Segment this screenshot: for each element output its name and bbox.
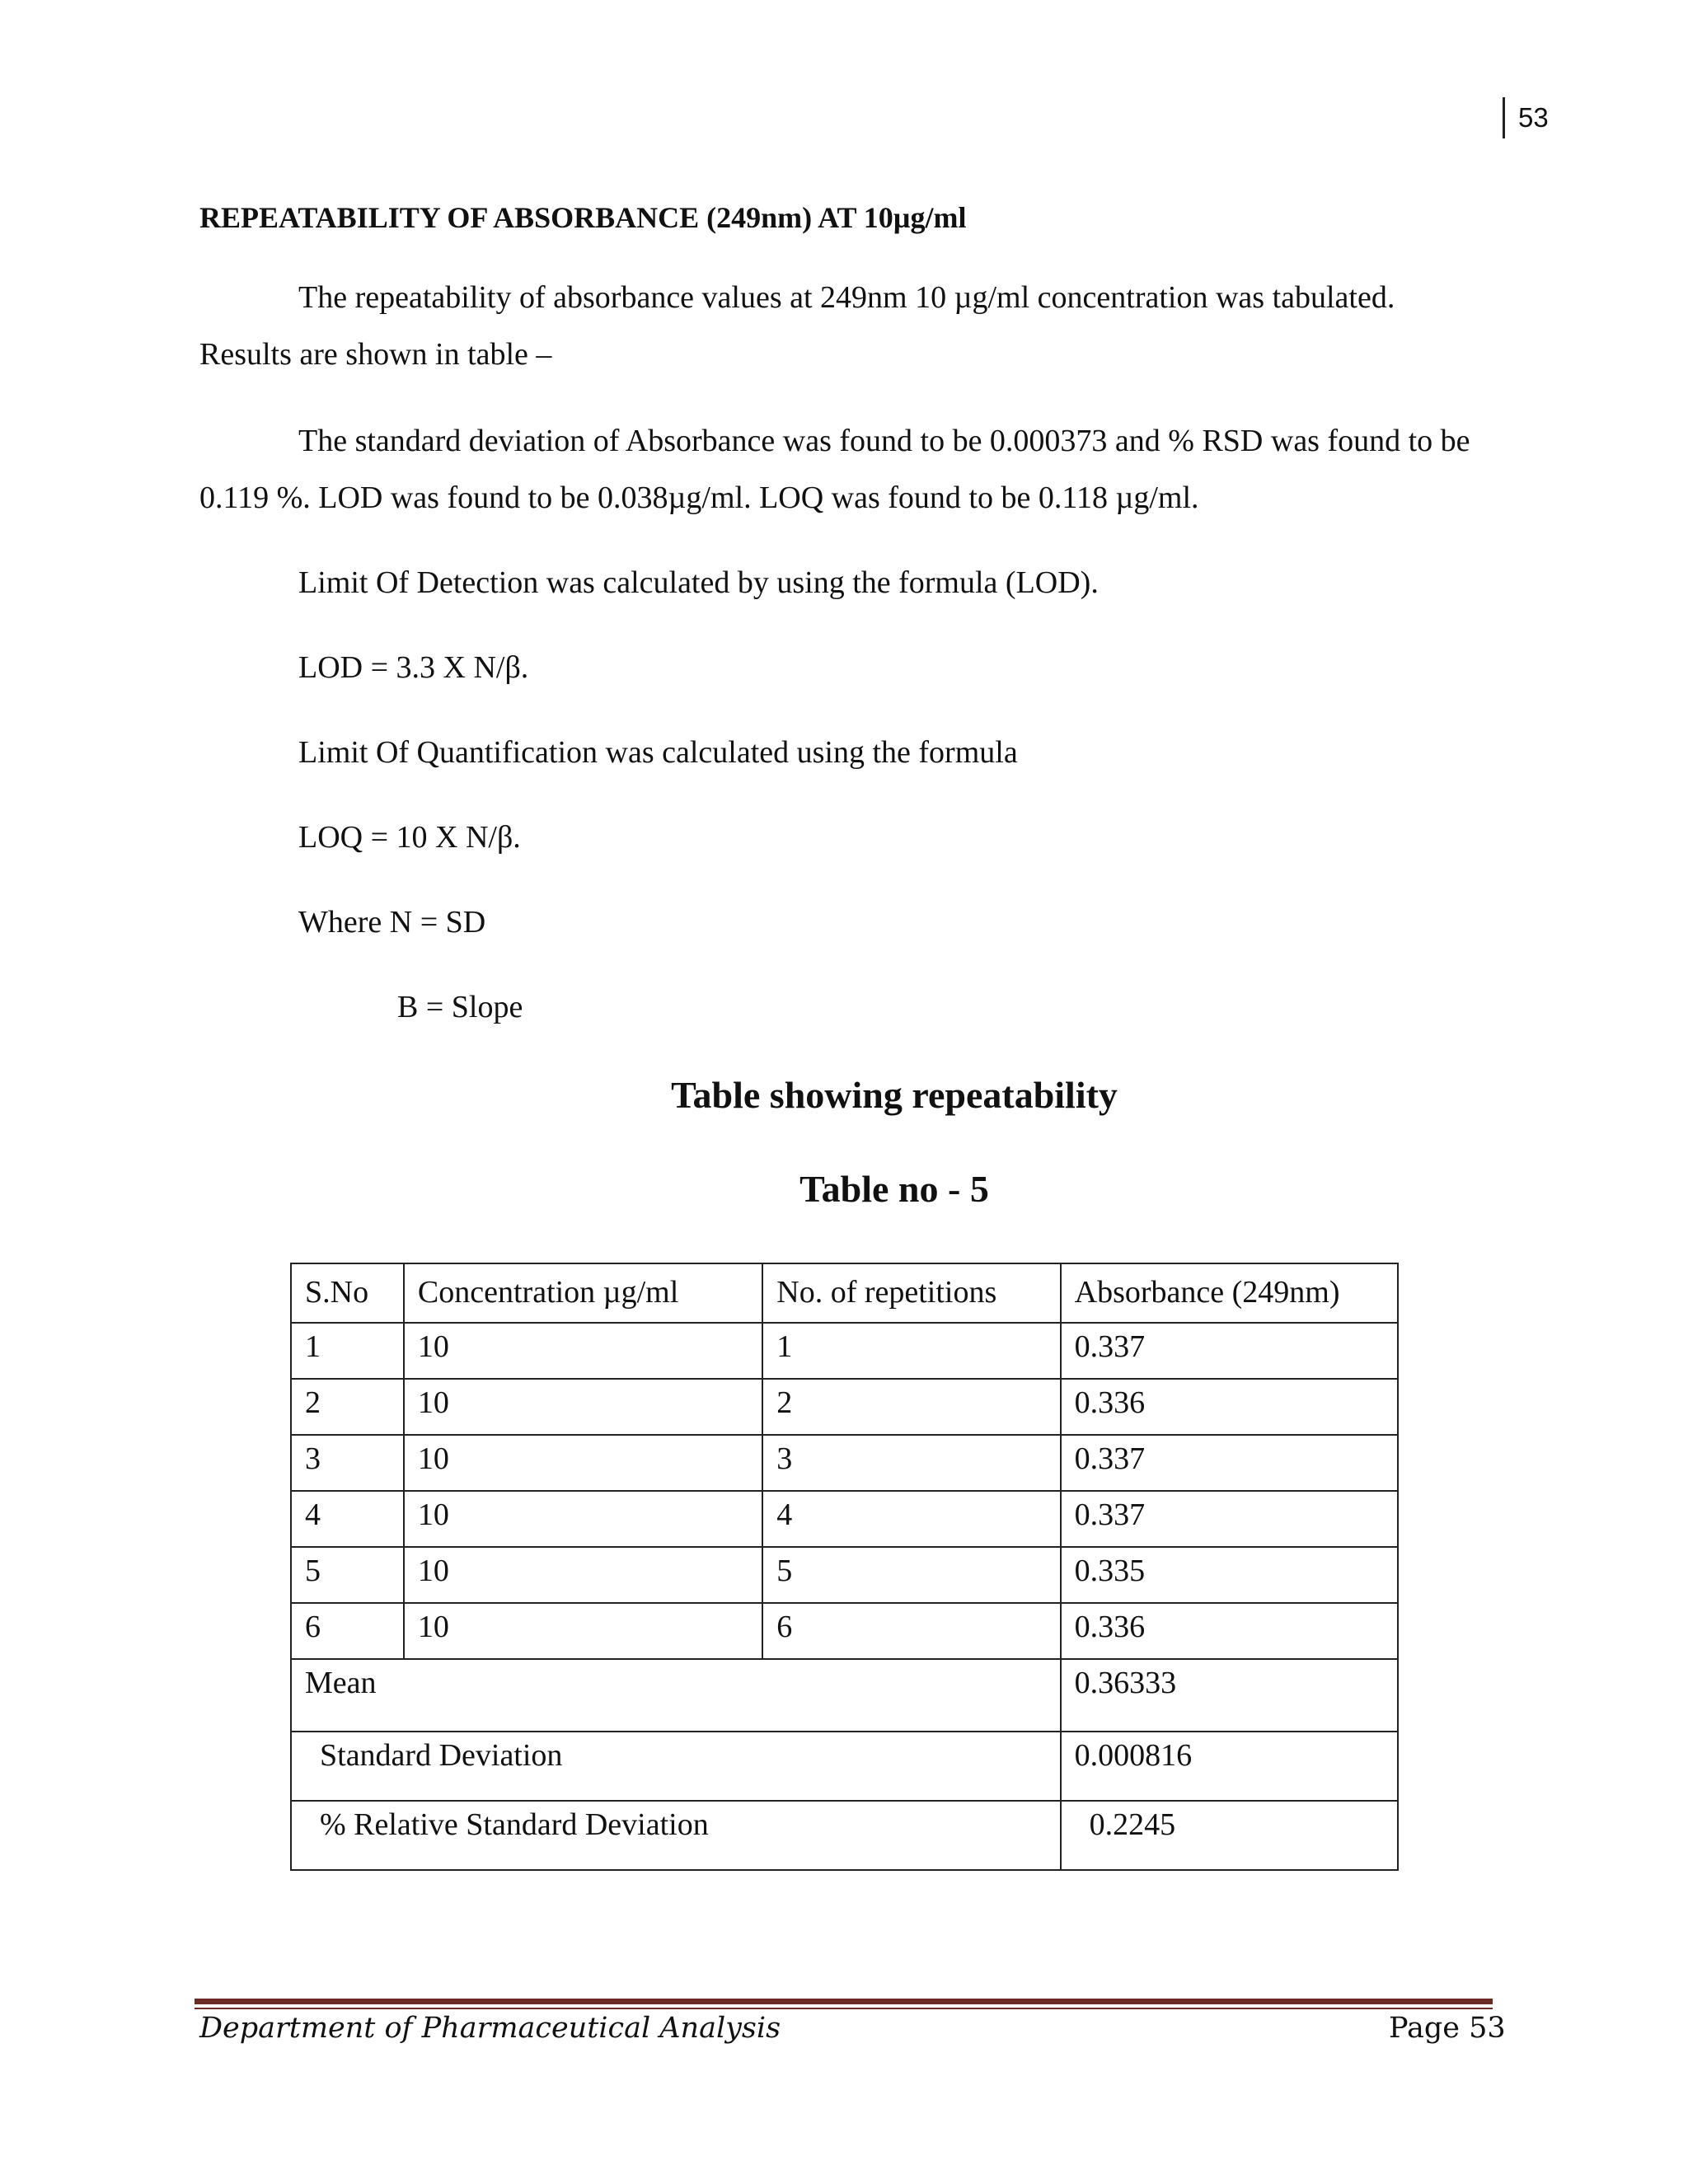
cell-sno: 5	[291, 1547, 404, 1603]
cell-repetition: 4	[762, 1491, 1060, 1547]
footer-rule-thick	[195, 1999, 1493, 2004]
cell-concentration: 10	[404, 1603, 762, 1659]
cell-absorbance: 0.336	[1061, 1603, 1398, 1659]
footer-rule-thin	[195, 2008, 1493, 2009]
mean-row	[291, 1659, 1398, 1732]
cell-repetition: 6	[762, 1603, 1060, 1659]
header-sno: S.No	[291, 1263, 404, 1323]
lod-intro: Limit Of Detection was calculated by using the formula (LOD).	[298, 565, 1099, 600]
cell-sno: 1	[291, 1323, 404, 1379]
cell-concentration: 10	[404, 1547, 762, 1603]
header-concentration: Concentration µg/ml	[404, 1263, 762, 1323]
header-absorbance: Absorbance (249nm)	[1061, 1263, 1398, 1323]
rsd-value: 0.2245	[1061, 1801, 1398, 1870]
cell-repetition: 1	[762, 1323, 1060, 1379]
rsd-row	[291, 1801, 1398, 1870]
cell-sno: 3	[291, 1435, 404, 1491]
cell-absorbance: 0.337	[1061, 1491, 1398, 1547]
footer-page-number: Page 53	[1389, 2012, 1506, 2045]
rsd-label: % Relative Standard Deviation	[291, 1801, 1061, 1870]
sd-row	[291, 1732, 1398, 1801]
table-row	[291, 1435, 1398, 1491]
table-caption: Table showing repeatability	[671, 1074, 1118, 1116]
cell-concentration: 10	[404, 1491, 762, 1547]
cell-repetition: 2	[762, 1379, 1060, 1435]
table-row	[291, 1323, 1398, 1379]
cell-sno: 4	[291, 1491, 404, 1547]
cell-repetition: 5	[762, 1547, 1060, 1603]
paragraph-intro-text: The repeatability of absorbance values at 249nm 10 µg/ml concentration was tabulated. Results are shown in table –	[199, 280, 1395, 372]
lod-formula: LOD = 3.3 X N/β.	[298, 650, 529, 685]
footer-department: Department of Pharmaceutical Analysis	[199, 2012, 781, 2045]
cell-absorbance: 0.337	[1061, 1435, 1398, 1491]
table-row	[291, 1491, 1398, 1547]
cell-concentration: 10	[404, 1435, 762, 1491]
table-row	[291, 1379, 1398, 1435]
cell-sno: 2	[291, 1379, 404, 1435]
table-header-row	[291, 1263, 1398, 1323]
table-row	[291, 1547, 1398, 1603]
mean-label: Mean	[291, 1659, 1061, 1732]
page-number-top: 53	[1503, 97, 1549, 138]
paragraph-intro	[199, 269, 1485, 383]
cell-absorbance: 0.335	[1061, 1547, 1398, 1603]
sd-label: Standard Deviation	[291, 1732, 1061, 1801]
cell-sno: 6	[291, 1603, 404, 1659]
cell-concentration: 10	[404, 1323, 762, 1379]
paragraph-results-text: The standard deviation of Absorbance was found to be 0.000373 and % RSD was found to be 0.119 %. LOD was found to be 0.038µg/ml. LOQ was found to be 0.118 µg/ml.	[199, 424, 1470, 515]
cell-absorbance: 0.337	[1061, 1323, 1398, 1379]
mean-value: 0.36333	[1061, 1659, 1398, 1732]
header-repetitions: No. of repetitions	[762, 1263, 1060, 1323]
cell-concentration: 10	[404, 1379, 762, 1435]
cell-repetition: 3	[762, 1435, 1060, 1491]
loq-formula: LOQ = 10 X N/β.	[298, 820, 521, 855]
section-heading: REPEATABILITY OF ABSORBANCE (249nm) AT 10µg/ml	[199, 201, 967, 234]
table-row	[291, 1603, 1398, 1659]
paragraph-results	[199, 413, 1485, 527]
table-number: Table no - 5	[799, 1168, 989, 1210]
where-b: B = Slope	[397, 990, 523, 1024]
loq-intro: Limit Of Quantification was calculated using the formula	[298, 735, 1018, 770]
where-n: Where N = SD	[298, 905, 486, 940]
cell-absorbance: 0.336	[1061, 1379, 1398, 1435]
repeatability-table	[290, 1263, 1399, 1871]
sd-value: 0.000816	[1061, 1732, 1398, 1801]
